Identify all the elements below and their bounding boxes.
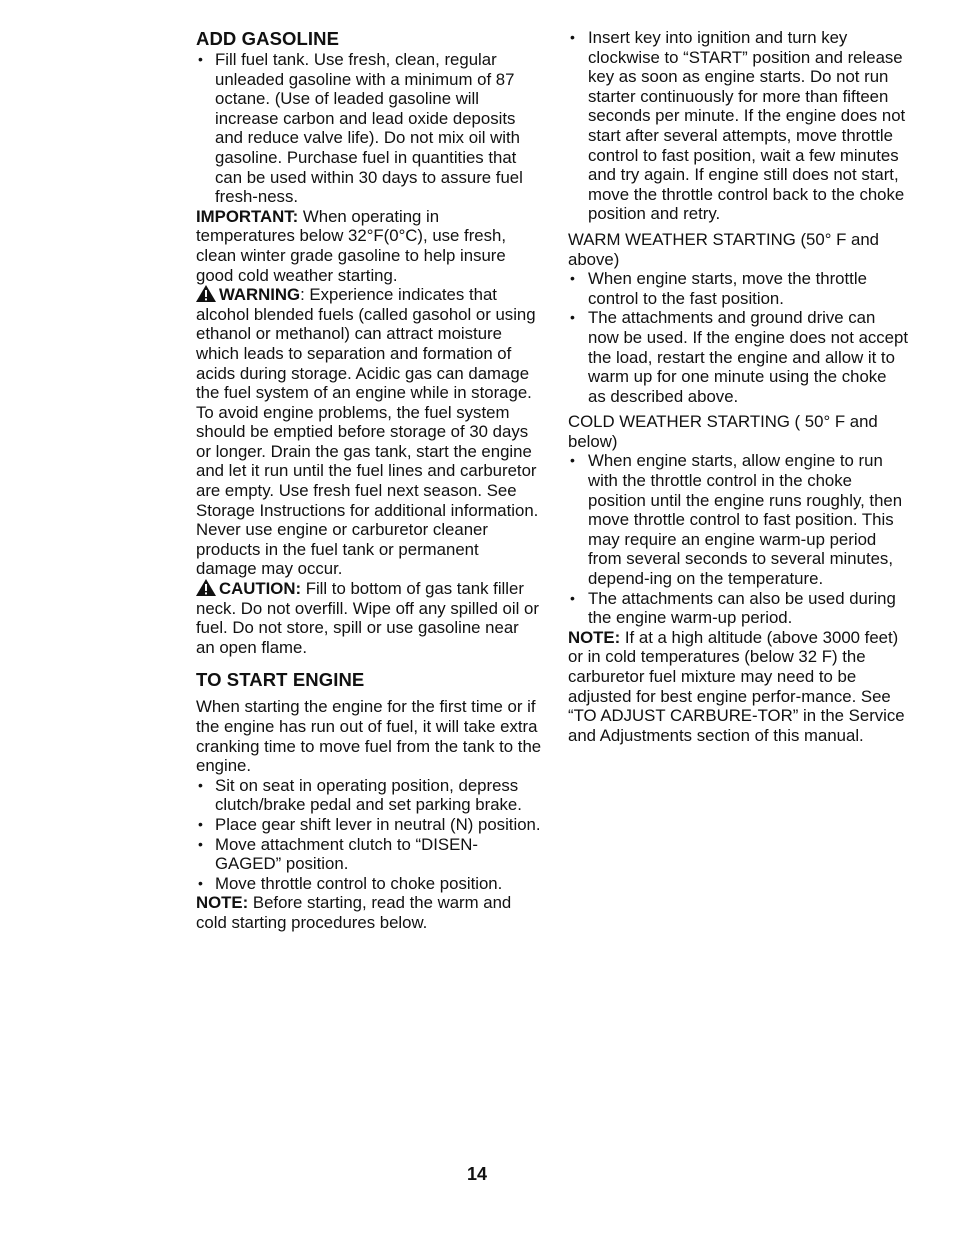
warm-weather-list xyxy=(568,269,908,406)
important-paragraph xyxy=(196,207,542,285)
list-item: • The attachments can also be used during the engine warm-up period. xyxy=(568,589,908,628)
list-item: • Sit on seat in operating position, depress clutch/brake pedal and set parking brake. xyxy=(196,776,542,815)
warm-weather-heading: WARM WEATHER STARTING (50° F and above) xyxy=(568,229,879,269)
start-engine-heading: TO START ENGINE xyxy=(196,669,365,691)
note-text: Before starting, read the warm and cold starting procedures below. xyxy=(196,893,512,932)
caution-text: Fill to bottom of gas tank filler neck. Do not overfill. Wipe off any spilled oil or fuel. Do not store, spill or use gasoline near an open flame. xyxy=(196,579,539,657)
list-item: • When engine starts, move the throttle control to the fast position. xyxy=(568,269,908,308)
list-item: • When engine starts, allow engine to run with the throttle control in the choke position until the engine runs roughly, then move throttle control to fast position. This may require an engine warm-up period from several seconds to several minutes, depend-ing on the temperature. xyxy=(568,451,908,588)
carburetor-note-paragraph xyxy=(568,628,908,746)
important-text: When operating in temperatures below 32°F(0°C), use fresh, clean winter grade gasoline to help insure good cold weather starting. xyxy=(196,206,507,285)
left-column xyxy=(196,28,542,933)
add-gasoline-heading: ADD GASOLINE xyxy=(196,28,340,49)
caution-paragraph xyxy=(196,579,542,657)
warning-text: : Experience indicates that alcohol blended fuels (called gasohol or using ethanol or methanol) can attract moisture which leads to separation and formation of acids during storage. Acidic gas can damage the fuel system of an engine while in storage. To avoid engine problems, the fuel system should be emptied before storage of 30 days or longer. Drain the gas tank, start the engine and let it run until the fuel lines and carburetor are empty. Use fresh fuel next season. See Storage Instructions for additional information. Never use engine or carburetor cleaner products in the fuel tank or permanent damage may occur. xyxy=(196,285,539,579)
caution-triangle-icon xyxy=(196,579,216,596)
warning-triangle-icon xyxy=(196,285,216,302)
note-label: NOTE: xyxy=(568,627,621,647)
ignition-bullet: • Insert key into ignition and turn key clockwise to “START” position and release key as soon as engine starts. Do not run starter continuously for more than fifteen seconds per minute. If the engine does not start after several attempts, move throttle control to fast position, wait a few minutes and try again. If engine still does not start, move the throttle control back to the choke position and retry. xyxy=(568,28,908,224)
ignition-list xyxy=(568,28,908,224)
list-item: • Move throttle control to choke position. xyxy=(196,874,542,894)
important-label: IMPORTANT: xyxy=(196,206,299,226)
start-note-paragraph xyxy=(196,893,542,932)
list-item: • Place gear shift lever in neutral (N) position. xyxy=(196,815,542,835)
warning-label: WARNING xyxy=(219,285,301,305)
start-engine-intro: When starting the engine for the first time or if the engine has run out of fuel, it will take extra cranking time to move fuel from the tank to the engine. xyxy=(196,697,542,776)
cold-weather-list xyxy=(568,451,908,627)
page-number: 14 xyxy=(466,1164,488,1184)
note-text: If at a high altitude (above 3000 feet) or in cold temperatures (below 32 F) the carburetor fuel mixture may need to be adjusted for best engine perfor-mance. See “TO ADJUST CARBURE-TOR” in the Service and Adjustments section of this manual. xyxy=(568,627,905,745)
add-gasoline-list xyxy=(196,50,542,207)
list-item: • The attachments and ground drive can now be used. If the engine does not accept the load, restart the engine and allow it to warm up for one minute using the choke as described above. xyxy=(568,308,908,406)
caution-label: CAUTION: xyxy=(219,579,302,599)
fill-fuel-bullet: • Fill fuel tank. Use fresh, clean, regular unleaded gasoline with a minimum of 87 octane. (Use of leaded gasoline will increase carbon and lead oxide deposits and reduce valve life). Do not mix oil with gasoline. Purchase fuel in quantities that can be used within 30 days to assure fuel fresh-ness. xyxy=(196,50,542,207)
right-column xyxy=(568,28,908,745)
start-engine-list xyxy=(196,776,542,894)
note-label: NOTE: xyxy=(196,893,249,913)
list-item: • Move attachment clutch to “DISEN-GAGED” position. xyxy=(196,835,542,874)
warning-paragraph xyxy=(196,285,542,579)
cold-weather-heading: COLD WEATHER STARTING ( 50° F and below) xyxy=(568,412,878,451)
